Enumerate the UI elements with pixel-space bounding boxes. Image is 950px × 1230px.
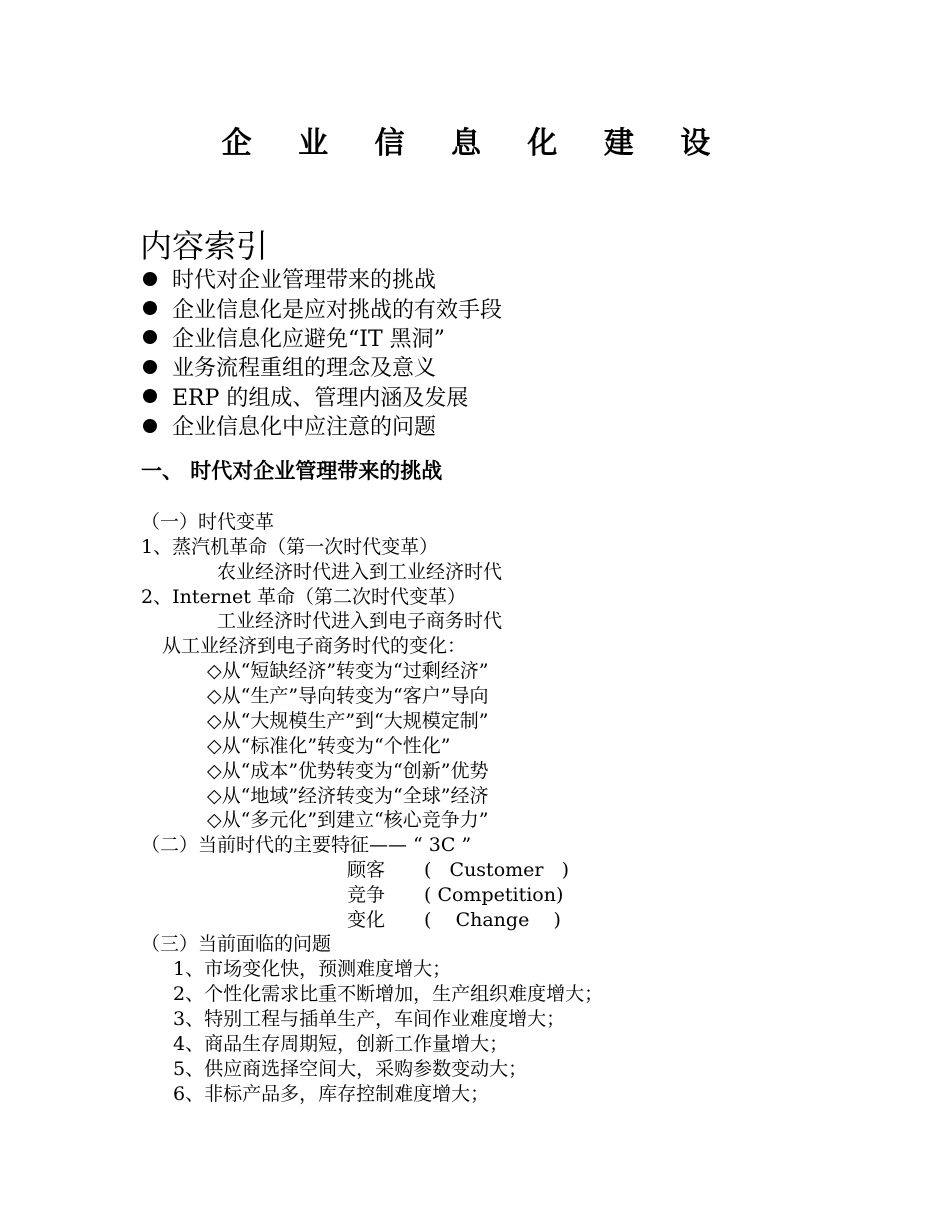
feature-en: ( Competition) [424,884,564,906]
bullet-icon [143,330,157,344]
toc-item-label: 企业信息化应避免“IT 黑洞” [172,326,445,352]
toc-item-label: 时代对企业管理带来的挑战 [172,268,437,294]
change-item: ◇从“多元化”到建立“核心竞争力” [207,809,489,831]
problem-item: 1、市场变化快，预测难度增大； [173,958,452,980]
subsection-heading: （一）时代变革 [141,511,275,533]
list-item-description: 农业经济时代进入到工业经济时代 [217,561,503,583]
toc-item-label: 企业信息化中应注意的问题 [172,415,437,441]
change-item: ◇从“地域”经济转变为“全球”经济 [207,785,489,807]
feature-cn: 变化 [347,909,386,931]
change-item: ◇从“生产”导向转变为“客户”导向 [207,685,489,707]
feature-en: ( Customer ) [424,859,570,881]
toc-heading: 内容索引 [140,227,269,265]
problem-item: 6、非标产品多，库存控制难度增大； [173,1083,490,1105]
problem-item: 4、商品生存周期短，创新工作量增大； [173,1033,509,1055]
changes-intro: 从工业经济到电子商务时代的变化： [162,635,467,657]
problem-item: 2、个性化需求比重不断增加，生产组织难度增大； [173,983,604,1005]
change-item: ◇从“大规模生产”到“大规模定制” [207,710,489,732]
toc-item [143,411,502,440]
feature-cn: 顾客 [347,859,386,881]
toc-list [143,264,502,440]
bullet-icon [143,419,157,433]
toc-item [143,352,502,381]
bullet-icon [143,272,157,286]
toc-item-label: ERP 的组成、管理内涵及发展 [172,385,469,411]
list-item: 2、Internet 革命（第二次时代变革） [141,586,466,608]
bullet-icon [143,389,157,403]
change-item: ◇从“标准化”转变为“个性化” [207,735,451,757]
toc-item-label: 企业信息化是应对挑战的有效手段 [172,297,503,323]
toc-item-label: 业务流程重组的理念及意义 [172,356,437,382]
bullet-icon [143,360,157,374]
list-item-description: 工业经济时代进入到电子商务时代 [217,610,503,632]
toc-item [143,382,502,411]
problem-item: 5、供应商选择空间大，采购参数变动大； [173,1058,528,1080]
feature-cn: 竞争 [347,884,386,906]
bullet-icon [143,301,157,315]
feature-en: ( Change ) [424,909,561,931]
subsection-heading: （二）当前时代的主要特征—— “ 3C ” [141,834,472,856]
toc-item [143,264,502,293]
toc-item [143,293,502,322]
change-item: ◇从“成本”优势转变为“创新”优势 [207,760,489,782]
document-title: 企 业 信 息 化 建 设 [221,126,729,161]
change-item: ◇从“短缺经济”转变为“过剩经济” [207,660,489,682]
subsection-heading: （三）当前面临的问题 [141,933,332,955]
section-heading: 一、 时代对企业管理带来的挑战 [141,459,443,483]
problem-item: 3、特别工程与插单生产，车间作业难度增大； [173,1008,566,1030]
toc-item [143,323,502,352]
list-item: 1、蒸汽机革命（第一次时代变革） [141,536,439,558]
